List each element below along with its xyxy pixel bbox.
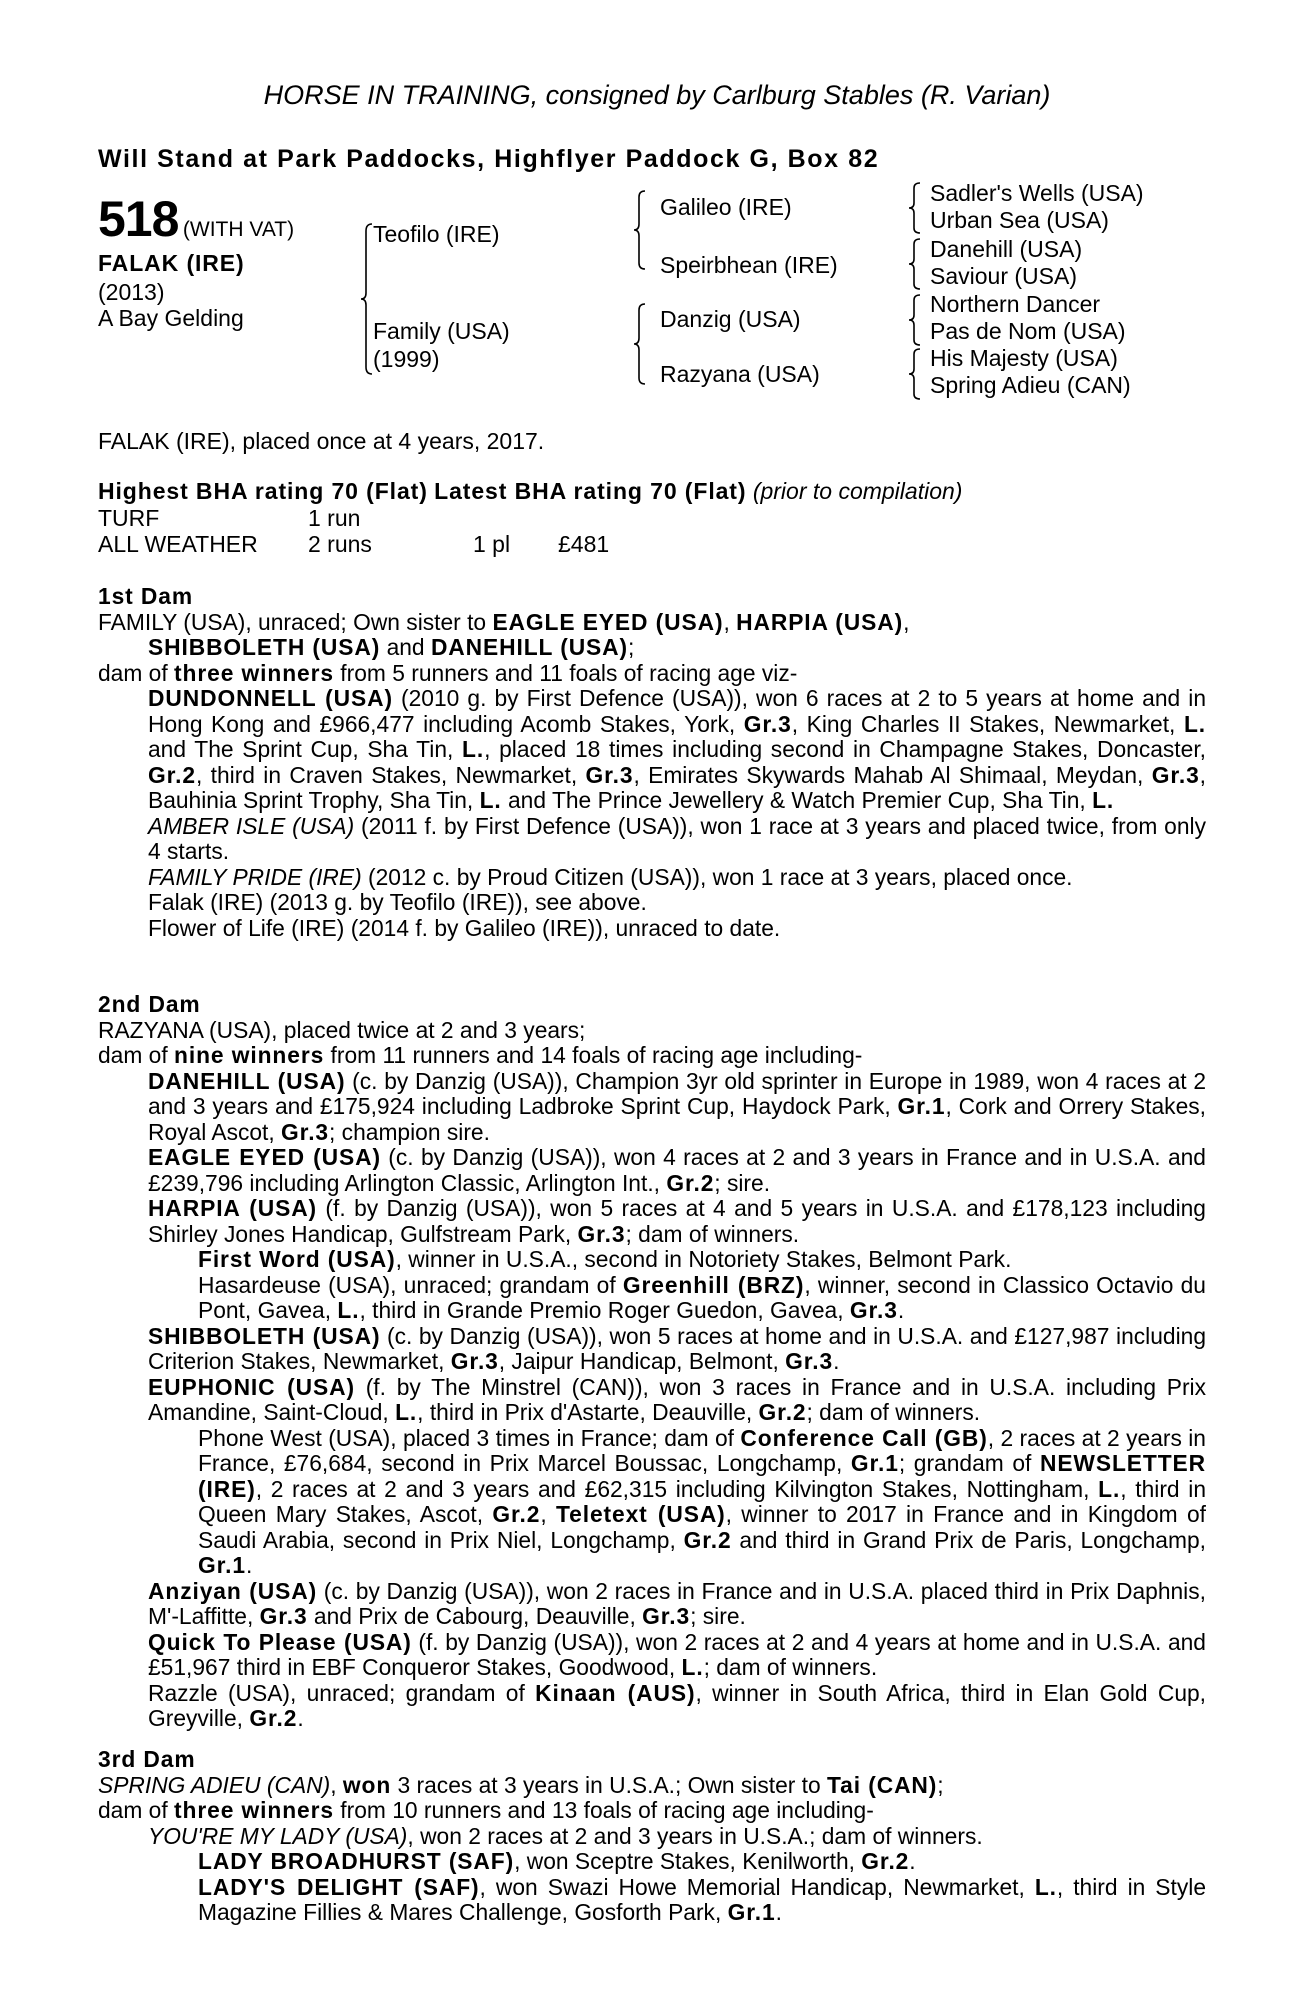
hasardeuse-entry <box>198 1273 1206 1324</box>
pedigree-brace-g78 <box>908 348 922 400</box>
text-run: ; dam of winners. <box>703 1654 878 1680</box>
grade: Gr.3 <box>785 1348 834 1374</box>
grade: Gr.3 <box>450 1348 499 1374</box>
text-run: , <box>723 608 737 635</box>
text-run: , winner in U.S.A., second in Notoriety Stakes, Belmont Park. <box>395 1246 1012 1272</box>
text-run: . <box>245 1552 253 1578</box>
grade: Gr.3 <box>1151 761 1200 788</box>
horse-ref: EUPHONIC (USA) <box>148 1373 355 1400</box>
grade: L. <box>1034 1873 1057 1900</box>
rating-line <box>98 478 962 505</box>
text-run: and The Prince Jewellery & Watch Premier Cup, Sha Tin, <box>501 787 1093 813</box>
produce-entry <box>98 814 1206 865</box>
produce-entry <box>98 1681 1206 1732</box>
first-dam-section <box>98 584 1206 941</box>
produce-entry <box>98 865 1206 891</box>
text-run: dam of <box>98 659 175 686</box>
text-run: , King Charles II Stakes, Newmarket, <box>791 710 1184 737</box>
text-run: and The Sprint Cup, Sha Tin, <box>148 736 463 762</box>
stand-location: Will Stand at Park Paddocks, Highflyer Paddock G, Box 82 <box>98 145 880 173</box>
text-run: , won 2 races at 2 and 3 years in U.S.A.; dam of winners. <box>407 1822 983 1849</box>
grade: L. <box>1092 787 1115 813</box>
text-run: FAMILY (USA), unraced; Own sister to <box>98 608 493 635</box>
text-run: (c. by Danzig (USA)), Champion 3yr old sprinter in Europe in 1989, won 4 races at 2 and 3 years and £175,924 including Ladbroke Sprint Cup, Haydock Park, <box>148 1067 1206 1119</box>
lot-number: 518 <box>98 191 179 247</box>
text-run: (f. by Danzig (USA)), won 2 races at 2 and 4 years at home and in U.S.A. and £51,967 third in EBF Conqueror Stakes, Goodwood, <box>148 1628 1206 1680</box>
first-dam-produce <box>98 661 1206 687</box>
text-run: ; grandam of <box>898 1450 1040 1476</box>
text-run: . <box>833 1348 840 1374</box>
pedigree-gg-4: Saviour (USA) <box>930 263 1077 289</box>
horse-ref: EAGLE EYED (USA) <box>492 608 724 635</box>
horse-year: (2013) <box>98 279 165 305</box>
second-dam-heading: 2nd Dam <box>98 991 201 1017</box>
record-runs: 1 run <box>308 505 361 531</box>
pedigree-dam-dam: Razyana (USA) <box>660 361 820 387</box>
pedigree-brace-g12 <box>908 182 922 234</box>
record-prize: £481 <box>558 531 610 557</box>
first-word-entry <box>98 1247 1206 1273</box>
record-placed: 1 pl <box>473 531 511 557</box>
text-run: , won Swazi Howe Memorial Handicap, Newmarket, <box>479 1873 1035 1900</box>
produce-entry <box>98 1145 1206 1196</box>
pedigree-sire-dam: Speirbhean (IRE) <box>660 252 838 278</box>
text-run: . <box>297 1705 304 1731</box>
horse-ref: DANEHILL (USA) <box>430 634 629 660</box>
record-all-weather <box>98 531 609 558</box>
text-run: ; sire. <box>690 1603 746 1629</box>
pedigree-gg-7: His Majesty (USA) <box>930 345 1118 371</box>
text-run: , <box>540 1501 547 1527</box>
text-run: Phone West (USA), placed 3 times in France; dam of <box>198 1424 741 1451</box>
text-run: . <box>897 1297 905 1323</box>
third-dam-intro <box>98 1773 1206 1799</box>
pedigree-gg-6: Pas de Nom (USA) <box>930 318 1126 344</box>
ladys-delight-entry <box>198 1875 1206 1926</box>
shibboleth-entry <box>148 1324 1206 1375</box>
text-run: ; sire. <box>714 1169 771 1196</box>
text-run: . <box>909 1848 916 1874</box>
horse-ref: FAMILY PRIDE (IRE) <box>148 863 362 890</box>
text-run: (2011 f. by First Defence (USA)), won 1 race at 3 years and placed twice, from only 4 starts. <box>148 812 1206 864</box>
horse-ref: HARPIA (USA) <box>736 608 904 635</box>
text-run: (2012 c. by Proud Citizen (USA)), won 1 race at 3 years, placed once. <box>361 863 1073 890</box>
text-run: , placed 18 times including second in Champagne Stakes, Doncaster, <box>484 736 1206 762</box>
record-surface: ALL WEATHER <box>98 531 258 557</box>
pedigree-brace-main <box>360 223 374 375</box>
euphonic-entry <box>148 1375 1206 1426</box>
produce-entry <box>98 1273 1206 1324</box>
text-run: from 10 runners and 13 foals of racing age including- <box>333 1797 874 1823</box>
pedigree-gg-3: Danehill (USA) <box>930 236 1083 262</box>
horse-ref: SHIBBOLETH (USA) <box>148 1322 381 1349</box>
grade: Gr.2 <box>666 1169 715 1196</box>
record-turf <box>98 505 473 532</box>
vat-label: (WITH VAT) <box>182 218 295 241</box>
horse-ref: AMBER ISLE (USA) <box>148 812 355 839</box>
pedigree-gg-5: Northern Dancer <box>930 291 1101 317</box>
pedigree-dam-year: (1999) <box>373 346 440 372</box>
latest-rating: Latest BHA rating 70 (Flat) <box>434 478 747 504</box>
text-run: from 11 runners and 14 foals of racing age including- <box>324 1042 863 1068</box>
flower-of-life-entry: Flower of Life (IRE) (2014 f. by Galileo (IRE)), unraced to date. <box>148 914 781 941</box>
grade: Gr.1 <box>727 1899 776 1925</box>
text-run: dam of <box>98 1797 175 1823</box>
winners-count: nine winners <box>174 1042 325 1068</box>
pedigree-brace-sire <box>633 190 647 270</box>
text-run: , Emirates Skywards Mahab Al Shimaal, Meydan, <box>633 761 1152 788</box>
horse-ref: Kinaan (AUS) <box>535 1679 696 1706</box>
horse-description: A Bay Gelding <box>98 305 244 331</box>
text-run: (c. by Danzig (USA)), won 5 races at home and in U.S.A. and £127,987 including Criterion Stakes, Newmarket, <box>148 1322 1206 1374</box>
horse-ref: EAGLE EYED (USA) <box>148 1144 381 1170</box>
text-run: (2010 g. by First Defence (USA)), won 6 races at 2 to 5 years at home and in Hong Kong and £966,477 including Acomb Stakes, York, <box>148 685 1206 737</box>
text-run: ; dam of winners. <box>806 1399 981 1425</box>
grade: L. <box>395 1399 418 1425</box>
eagle-eyed-entry <box>148 1145 1206 1196</box>
produce-entry <box>98 1375 1206 1426</box>
horse-ref: SHIBBOLETH (USA) <box>148 634 381 660</box>
text-run: 3 races at 3 years in U.S.A.; Own sister to <box>391 1771 828 1798</box>
horse-ref: YOU'RE MY LADY (USA) <box>148 1822 408 1849</box>
text-run: and third in Grand Prix de Paris, Longchamp, <box>731 1526 1206 1553</box>
quick-to-please-entry <box>148 1630 1206 1681</box>
grade: L. <box>681 1654 704 1680</box>
grade: Gr.1 <box>897 1093 946 1119</box>
second-dam-produce <box>98 1043 1206 1069</box>
text-run: ; dam of winners. <box>625 1220 800 1247</box>
text-run: , winner in South Africa, third in Elan Gold Cup, Greyville, <box>148 1679 1207 1731</box>
grade: Gr.1 <box>198 1552 246 1578</box>
horse-ref: DANEHILL (USA) <box>148 1067 346 1094</box>
grade: Gr.2 <box>758 1399 807 1425</box>
text-run: ; champion sire. <box>329 1118 490 1145</box>
text-run: . <box>775 1899 782 1925</box>
second-dam-intro: RAZYANA (USA), placed twice at 2 and 3 years; <box>98 1016 586 1043</box>
first-dam-heading: 1st Dam <box>98 583 193 609</box>
third-dam-heading: 3rd Dam <box>98 1746 196 1772</box>
horse-ref: Anziyan (USA) <box>148 1577 318 1604</box>
grade: Gr.3 <box>743 710 792 737</box>
text-run: , third in Craven Stakes, Newmarket, <box>195 761 586 788</box>
produce-entry <box>98 1630 1206 1681</box>
produce-entry <box>98 686 1206 814</box>
family-pride-entry <box>148 865 1206 891</box>
grade: L. <box>462 736 485 762</box>
text-run: (c. by Danzig (USA)), won 2 races in France and in U.S.A. placed third in Prix Daphnis, M'-Laffitte, <box>148 1577 1206 1629</box>
grade: Gr.3 <box>849 1297 898 1323</box>
text-run: Hasardeuse (USA), unraced; grandam of <box>198 1271 623 1298</box>
pedigree-gg-2: Urban Sea (USA) <box>930 207 1109 233</box>
text-run: , <box>330 1771 343 1798</box>
text-run: ; <box>628 634 635 660</box>
first-dam-intro <box>98 610 1206 636</box>
horse-ref: Tai (CAN) <box>827 1771 938 1798</box>
third-dam-produce <box>98 1798 1206 1824</box>
text-run: , Cork and Orrery Stakes, Royal Ascot, <box>148 1093 1206 1145</box>
text-run: , won Sceptre Stakes, Kenilworth, <box>514 1848 862 1874</box>
text-run: from 5 runners and 11 foals of racing age viz- <box>333 659 798 686</box>
horse-ref: HARPIA (USA) <box>148 1195 318 1221</box>
horse-ref: Conference Call (GB) <box>740 1424 988 1451</box>
grade: Gr.2 <box>683 1526 732 1553</box>
anziyan-entry <box>148 1579 1206 1630</box>
grade: Gr.1 <box>850 1450 899 1476</box>
race-summary: FALAK (IRE), placed once at 4 years, 2017. <box>98 428 545 454</box>
text-run: , winner to 2017 in France and in Kingdom of Saudi Arabia, second in Prix Niel, Longchamp, <box>198 1501 1206 1553</box>
winners-count: three winners <box>174 1797 334 1823</box>
third-dam-section <box>98 1747 1206 1926</box>
danehill-entry <box>148 1069 1206 1146</box>
text-run: (f. by Danzig (USA)), won 5 races at 4 and 5 years in U.S.A. and £178,123 including Shirley Jones Handicap, Gulfstream Park, <box>148 1195 1206 1247</box>
grade: Gr.3 <box>577 1220 626 1247</box>
grade: Gr.3 <box>281 1118 330 1145</box>
text-run: and <box>380 634 431 660</box>
phone-west-entry <box>198 1426 1206 1579</box>
pedigree-brace-dam <box>633 303 647 385</box>
grade: L. <box>479 787 502 813</box>
horse-ref: Greenhill (BRZ) <box>622 1271 805 1298</box>
rating-note: (prior to compilation) <box>752 478 963 504</box>
first-dam-intro-cont <box>98 635 1206 661</box>
grade: Gr.2 <box>861 1848 910 1874</box>
record-surface: TURF <box>98 505 160 531</box>
record-runs: 2 runs <box>308 531 372 557</box>
amber-isle-entry <box>148 814 1206 865</box>
horse-ref: First Word (USA) <box>198 1246 396 1272</box>
horse-name: FALAK (IRE) <box>98 250 245 276</box>
winners-count: three winners <box>174 659 334 686</box>
produce-entry <box>98 1324 1206 1375</box>
text-run: (f. by The Minstrel (CAN)), won 3 races in France and in U.S.A. including Prix Amandine, Saint-Cloud, <box>148 1373 1207 1425</box>
pedigree-dam-sire: Danzig (USA) <box>660 306 801 332</box>
grade: L. <box>1183 710 1207 737</box>
pedigree-sire: Teofilo (IRE) <box>373 221 500 247</box>
horse-ref: LADY'S DELIGHT (SAF) <box>198 1873 480 1900</box>
produce-entry <box>98 1579 1206 1630</box>
horse-ref: Quick To Please (USA) <box>148 1628 412 1655</box>
text-run: , 2 races at 2 and 3 years and £62,315 including Kilvington Stakes, Nottingham, <box>255 1475 1099 1502</box>
horse-ref: DUNDONNELL (USA) <box>148 685 393 711</box>
horse-ref: NEWSLETTER (IRE) <box>198 1450 1206 1502</box>
text-run: , third in Style Magazine Fillies & Mares Challenge, Gosforth Park, <box>198 1873 1206 1925</box>
falak-entry: Falak (IRE) (2013 g. by Teofilo (IRE)), see above. <box>148 889 647 915</box>
pedigree-dam: Family (USA) <box>373 318 510 344</box>
text-run: , winner, second in Classico Octavio du Pont, Gavea, <box>198 1271 1206 1323</box>
grade: L. <box>337 1297 360 1323</box>
pedigree-gg-1: Sadler's Wells (USA) <box>930 180 1144 206</box>
text-run: Razzle (USA), unraced; grandam of <box>148 1679 536 1706</box>
dundonnell-entry <box>148 686 1206 814</box>
grade: Gr.3 <box>642 1603 691 1629</box>
horse-ref: Teletext (USA) <box>556 1501 726 1527</box>
lot-number-line <box>98 190 294 248</box>
pedigree-sire-sire: Galileo (IRE) <box>660 194 792 220</box>
grade: Gr.2 <box>148 761 196 788</box>
text-run: , 2 races at 2 years in France, £76,684, second in Prix Marcel Boussac, Longchamp, <box>198 1424 1206 1476</box>
grade: Gr.3 <box>585 761 634 788</box>
grade: Gr.2 <box>492 1501 541 1527</box>
text-run: won <box>342 1771 392 1798</box>
text-run: , <box>903 608 910 635</box>
youre-my-lady-entry <box>98 1824 1206 1850</box>
harpia-entry <box>148 1196 1206 1247</box>
pedigree-brace-g34 <box>908 238 922 290</box>
text-run: , third in Prix d'Astarte, Deauville, <box>417 1399 759 1425</box>
pedigree-brace-g56 <box>908 294 922 346</box>
produce-entry <box>98 1426 1206 1579</box>
produce-entry <box>98 1196 1206 1247</box>
grade: Gr.3 <box>259 1603 308 1629</box>
text-run: dam of <box>98 1042 175 1068</box>
text-run: and Prix de Cabourg, Deauville, <box>307 1603 643 1629</box>
text-run: , third in Grande Premio Roger Guedon, Gavea, <box>359 1297 850 1323</box>
text-run: , third in Queen Mary Stakes, Ascot, <box>198 1475 1206 1527</box>
razzle-entry <box>148 1681 1206 1732</box>
text-run: , Jaipur Handicap, Belmont, <box>498 1348 786 1374</box>
grade: Gr.2 <box>249 1705 298 1731</box>
text-run: , Bauhinia Sprint Trophy, Sha Tin, <box>148 761 1206 813</box>
produce-entry <box>98 1875 1206 1926</box>
lady-broadhurst-entry <box>98 1849 1206 1875</box>
pedigree-gg-8: Spring Adieu (CAN) <box>930 372 1131 398</box>
second-dam-section <box>98 992 1206 1732</box>
text-run: ; <box>937 1771 944 1798</box>
horse-ref: LADY BROADHURST (SAF) <box>198 1848 515 1874</box>
page-title: HORSE IN TRAINING, consigned by Carlburg Stables (R. Varian) <box>263 80 1051 110</box>
grade: L. <box>1098 1475 1121 1502</box>
highest-rating: Highest BHA rating 70 (Flat) <box>98 478 428 504</box>
produce-entry <box>98 1069 1206 1146</box>
text-run: (c. by Danzig (USA)), won 4 races at 2 and 3 years in France and in U.S.A. and £239,796 including Arlington Classic, Arlington Int., <box>148 1144 1206 1196</box>
horse-ref: SPRING ADIEU (CAN) <box>98 1771 331 1798</box>
